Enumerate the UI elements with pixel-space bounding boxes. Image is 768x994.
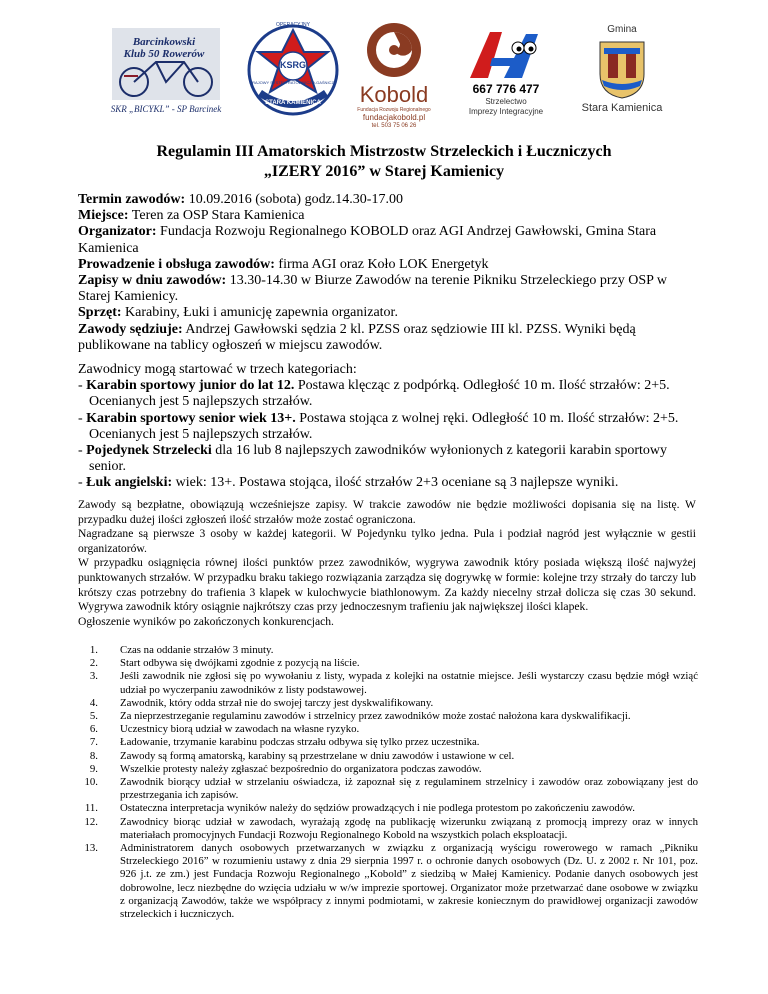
category-item: - Karabin sportowy senior wiek 13+. Postawa stojąca z wolnej ręki. Odległość 10 m. Ilość strzałów: 2+5. Ocenianych jest 5 najlepszych strzałów. <box>78 410 679 442</box>
kobold-url: fundacjakobold.pl <box>362 113 426 122</box>
logos-header <box>0 18 768 128</box>
categories-intro: Zawodnicy mogą startować w trzech kategoriach: <box>78 362 357 377</box>
rule-item: 4. Zawodnik, który odda strzał nie do swojej tarczy jest dyskwalifikowany. <box>89 696 434 709</box>
ksrg-badge-logo <box>246 18 340 122</box>
rule-item: 9. Wszelkie protesty należy zgłaszać bezpośrednio do organizatora podczas zawodów. <box>89 762 482 775</box>
paragraph-registration: Zawody są bezpłatne, obowiązują wcześniejsze zapisy. W trakcie zawodów nie będzie możliwości dopisania się na listę. W przypadku dużej ilości zgłoszeń ilość strzałów może zostać ograniczona. <box>78 498 696 526</box>
category-item: - Karabin sportowy junior do lat 12. Postawa klęcząc z podpórką. Odległość 10 m. Ilość strzałów: 2+5. Ocenianych jest 5 najlepszych strzałów. <box>78 378 670 410</box>
agi-phone: 667 776 477 <box>472 82 540 96</box>
info-registration: Zapisy w dniu zawodów: 13.30-14.30 w Biurze Zawodów na terenie Pikniku Strzeleckiego przy OSP w Starej Kamienicy. <box>78 273 667 305</box>
general-paragraphs <box>78 498 696 629</box>
categories-section <box>78 362 696 492</box>
info-date: Termin zawodów: 10.09.2016 (sobota) godz.14.30-17.00 <box>78 192 403 207</box>
rule-item: 12. Zawodnicy biorąc udział w zawodach, wyrażają zgodę na publikację wizerunku związaną z promocją imprezy oraz w innych materiałach promocyjnych Fundacji Rozwoju Regionalnego Kobold na wszystkich polach eksploatacji. <box>84 815 698 841</box>
rule-item: 7. Ładowanie, trzymanie karabinu podczas strzału odbywa się tylko przez uczestnika. <box>89 736 480 749</box>
page-title: Regulamin III Amatorskich Mistrzostw Strzeleckich i Łuczniczych „IZERY 2016” w Starej Kamienicy <box>156 143 612 180</box>
coat-of-arms-icon <box>574 38 670 100</box>
barcin-club-name: Barcinkowski Klub 50 Rowerów <box>123 36 205 60</box>
agi-mark-icon <box>456 28 556 82</box>
ksrg-side-text: KRAJOWY SYSTEM RATOWNICZO-GAŚNICZY <box>249 80 337 85</box>
ksrg-top-text: OPERACYJNY <box>276 22 310 28</box>
category-item: - Pojedynek Strzelecki dla 16 lub 8 najlepszych zawodników wyłonionych z kategorii karabin sportowy senior. <box>78 443 668 475</box>
category-item: - Łuk angielski: wiek: 13+. Postawa stojąca, ilość strzałów 2+3 oceniane są 3 najlepsze wyniki. <box>78 475 619 491</box>
agi-tagline-1: Strzelectwo <box>485 97 527 106</box>
agi-tagline-2: Imprezy Integracyjne <box>468 107 544 116</box>
kobold-swirl-icon <box>346 20 442 82</box>
rule-item: 8. Zawody są formą amatorską, karabiny są przestrzelane w dniu zawodów i ustawione w cel. <box>89 749 515 762</box>
rule-item: 1. Czas na oddanie strzałów 3 minuty. <box>89 644 274 656</box>
gmina-logo <box>574 24 670 124</box>
paragraph-prizes: Nagradzane są pierwsze 3 osoby w każdej kategorii. W Pojedynku tylko jedna. Pula i podział nagród jest wyłącznie w gestii organizatorów. <box>78 527 696 555</box>
rule-item: 3. Jeśli zawodnik nie zgłosi się po wywołaniu z listy, wypada z kolejki na ostatnie miejsce. Jeśli wystarczy czasu będzie mógł wziąć udział po wyczerpaniu zawodników z listy podstawowej. <box>89 670 698 696</box>
kobold-subtitle: Fundacja Rozwoju Regionalnego <box>357 107 431 113</box>
kobold-logo <box>346 20 442 132</box>
paragraph-tiebreak: W przypadku osiągnięcia równej ilości punktów przez zawodników, wygrywa zawodnik który posiada większą ilość najwyżej punktowanych strzałów. W przypadku braku takiego rozwiązania zarządza się dogrywkę w formie: kolejne trzy strzały do tarczy lub krótszy czas potrzebny do trafienia 3 klapek w kulochwycie biathlonowym. Za każdy niecelny strzał dolicza się czas 30 sekund. Wygrywa zawodnik który osiągnie najkrótszy czas przy jednoczesnym trafieniu jak największej ilości klapek. <box>78 556 696 614</box>
info-operation: Prowadzenie i obsługa zawodów: firma AGI oraz Koło LOK Energetyk <box>78 256 489 272</box>
rule-item: 11. Ostateczna interpretacja wyników należy do sędziów prowadzących i nie podlega protestom po zakończeniu zawodów. <box>84 802 635 815</box>
gmina-top-text: Gmina <box>607 24 637 35</box>
ksrg-bottom-text: STARA KAMIENICA <box>265 100 321 106</box>
kobold-phone: tel. 503 75 06 26 <box>371 123 417 129</box>
rule-item: 6. Uczestnicy biorą udział w zawodach na własne ryzyko. <box>89 723 360 736</box>
info-equipment: Sprzęt: Karabiny, Łuki i amunicję zapewnia organizator. <box>78 305 398 321</box>
info-place: Miejsce: Teren za OSP Stara Kamienica <box>78 208 305 224</box>
event-info <box>78 192 696 354</box>
kobold-name: Kobold <box>359 82 429 107</box>
ksrg-center-text: KSRG <box>279 60 306 70</box>
rule-item: 10. Zawodnik biorący udział w strzelaniu oświadcza, iż zapoznał się z regulaminem strzelnicy i zawodów oraz zobowiązany jest do przestrzegania ich zapisów. <box>84 776 698 802</box>
barcin-club-caption: SKR „BICYKL” - SP Barcinek <box>110 104 222 114</box>
rule-item: 5. Za nieprzestrzeganie regulaminu zawodów i strzelnicy przez zawodników może zostać nałożona kara dyskwalifikacji. <box>89 710 631 723</box>
info-organizer: Organizator: Fundacja Rozwoju Regionalnego KOBOLD oraz AGI Andrzej Gawłowski, Gmina Stara Kamienica <box>78 224 657 256</box>
barcin-club-logo <box>104 26 228 122</box>
rules-list <box>78 644 698 921</box>
rule-item: 2. Start odbywa się dwójkami zgodnie z pozycją na liście. <box>89 657 360 670</box>
rule-item: 13. Administratorem danych osobowych przetwarzanych w związku z organizacją wyścigu rowerowego w ramach „Pikniku Strzeleckiego 2016” w rozumieniu ustawy z dnia 29 sierpnia 1997 r. o ochronie danych osobowych (Dz. U. z 2002 r. Nr 101, poz. 926 j.t. ze zm.) jest Fundacja Rozwoju Regionalnego ,,Kobold” z siedzibą w Małej Kamienicy. Podanie danych osobowych jest dobrowolne, lecz niezbędne do wzięcia udziału w w/w imprezie sportowej. Organizator może przetwarzać dane osobowe w związku z organizacją Zawodów, także we współpracy z innymi podmiotami, w zakresie koniecznym do prawidłowej organizacji zawodów strzeleckich i łuczniczych. <box>84 842 698 921</box>
paragraph-results: Ogłoszenie wyników po zakończonych konkurencjach. <box>78 614 334 628</box>
gmina-name: Stara Kamienica <box>581 102 663 114</box>
info-judges: Zawody sędziuje: Andrzej Gawłowski sędzia 2 kl. PZSS oraz sędziowie III kl. PZSS. Wyniki będą publikowane na tablicy ogłoszeń w miejscu zawodów. <box>78 321 636 353</box>
agi-logo <box>456 28 556 128</box>
fire-brigade-icon <box>246 18 340 122</box>
